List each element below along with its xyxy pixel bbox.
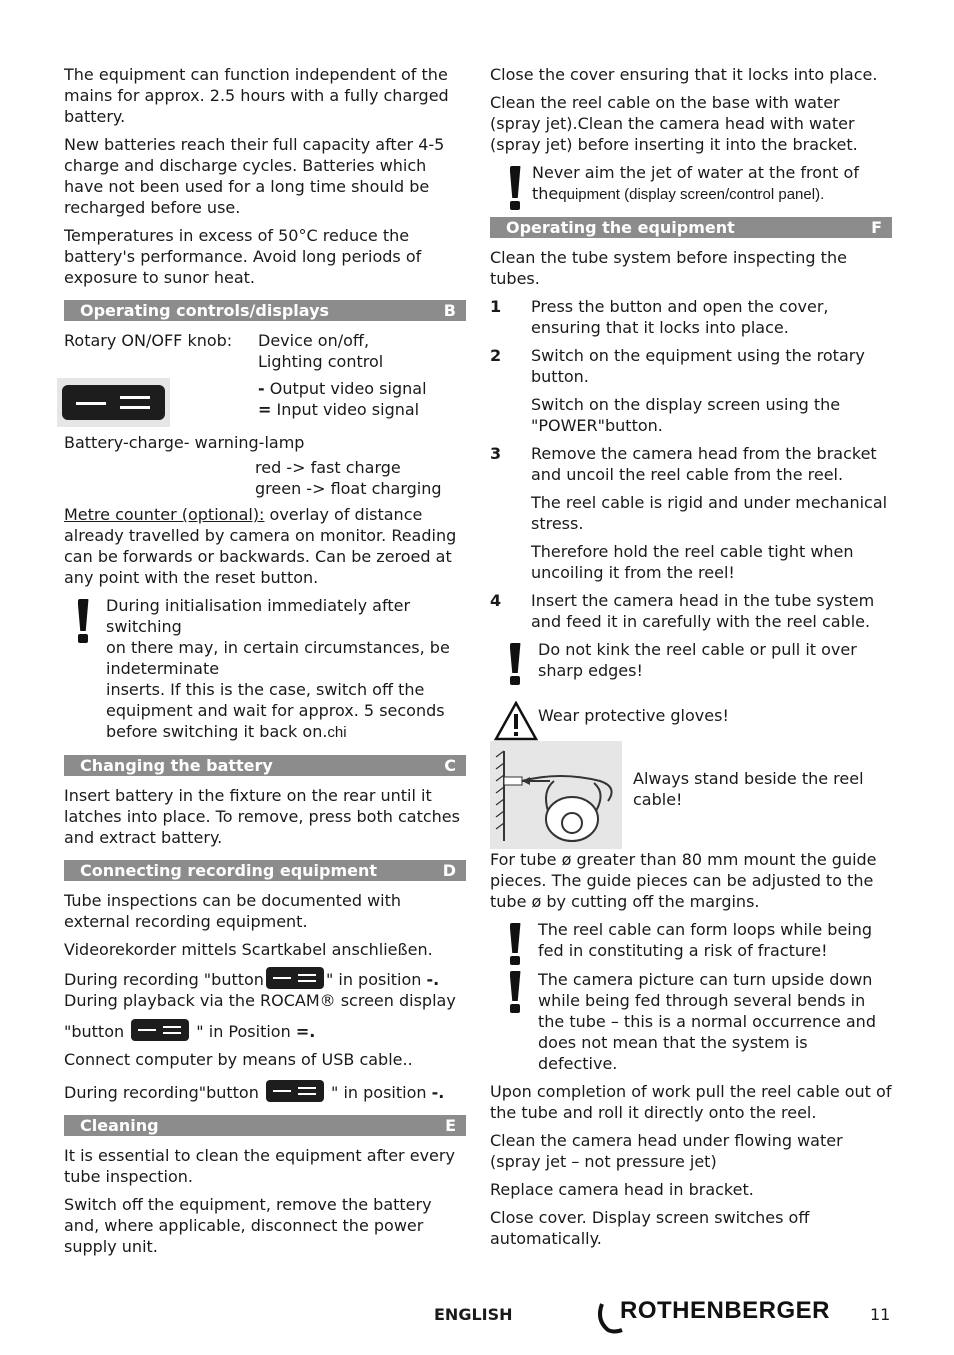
video-toggle-button-icon <box>57 378 170 427</box>
recording-text: " in position <box>325 970 427 989</box>
warning-text: inserts. If this is the case, switch off the equipment and wait for approx. 5 seconds before switching it back on. <box>106 680 445 741</box>
input-text: Input video signal <box>271 400 420 419</box>
lamp-states <box>64 457 466 499</box>
completion-paragraph: Close cover. Display screen switches off automatically. <box>490 1208 810 1248</box>
warning-text: During initialisation immediately after switching <box>106 596 411 636</box>
exclamation-icon <box>508 166 522 210</box>
step-number: 3 <box>490 444 502 463</box>
section-header-b <box>64 300 466 321</box>
recording-text: During recording "button <box>64 970 264 989</box>
warning-text: The reel cable can form loops while being fed in constituting a risk of fracture! <box>538 920 873 960</box>
warning-loops <box>490 919 892 961</box>
recording-text: During recording"button <box>64 1083 264 1102</box>
recording-text: " in Position <box>191 1022 296 1041</box>
warning-text: on there may, in certain circumstances, be indeterminate <box>106 638 450 678</box>
rotary-label: Rotary ON/OFF knob: <box>64 331 233 350</box>
lamp-green: green -> float charging <box>255 479 442 498</box>
section-header-c <box>64 755 466 776</box>
completion-paragraph: Replace camera head in bracket. <box>490 1180 754 1199</box>
step-item <box>490 590 892 632</box>
completion-paragraph: Clean the camera head under flowing water (spray jet – not pressure jet) <box>490 1131 843 1171</box>
video-button-row <box>64 378 466 427</box>
position-sign: =. <box>295 1022 316 1041</box>
stand-beside-notice <box>490 741 892 849</box>
recording-text: During playback via the ROCAM® screen display <box>64 991 456 1010</box>
rotary-description <box>258 330 383 372</box>
step-text: Insert the camera head in the tube system and feed it in carefully with the reel cable. <box>531 591 875 631</box>
step-note: Switch on the display screen using the "POWER"button. <box>531 395 841 435</box>
language-label: ENGLISH <box>434 1305 513 1324</box>
rotary-desc-line: Lighting control <box>258 352 384 371</box>
step-number: 4 <box>490 591 502 610</box>
right-column <box>490 64 892 1256</box>
cleaning-paragraph: It is essential to clean the equipment after every tube inspection. <box>64 1146 455 1186</box>
video-button-icon <box>266 1080 324 1102</box>
playback-button-line <box>64 1019 466 1042</box>
section-letter: E <box>445 1116 456 1135</box>
intro-paragraph: Temperatures in excess of 50°C reduce the battery's performance. Avoid long periods of exposure to sunor heat. <box>64 226 422 287</box>
step-number: 1 <box>490 297 502 316</box>
cleaning-paragraph: Switch off the equipment, remove the battery and, where applicable, disconnect the power supply unit. <box>64 1195 432 1256</box>
warning-text: the <box>532 184 559 203</box>
input-sign: = <box>258 400 272 419</box>
step-text: Press the button and open the cover, ensuring that it locks into place. <box>531 297 829 337</box>
recording-paragraph: Videorekorder mittels Scartkabel anschließen. <box>64 940 433 959</box>
warning-kink <box>490 639 892 681</box>
step-text: Remove the camera head from the bracket and uncoil the reel cable from the reel. <box>531 444 877 484</box>
warning-initialisation <box>64 595 466 743</box>
section-title: Changing the battery <box>80 756 273 775</box>
step-item <box>490 296 892 338</box>
clean-tube-paragraph: Clean the tube system before inspecting the tubes. <box>490 248 847 288</box>
warning-text: Never aim the jet of water at the front of <box>532 163 859 182</box>
warning-text: quipment (display screen/control panel). <box>558 186 825 203</box>
recording-button-line <box>64 1080 466 1103</box>
intro-paragraph: The equipment can function independent of the mains for approx. 2.5 hours with a fully charged battery. <box>64 65 449 126</box>
guide-paragraph: For tube ø greater than 80 mm mount the guide pieces. The guide pieces can be adjusted to the tube ø by cutting off the margins. <box>490 850 877 911</box>
warning-text: Do not kink the reel cable or pull it over sharp edges! <box>538 640 857 680</box>
step-note: The reel cable is rigid and under mechanical stress. <box>531 493 888 533</box>
section-title: Cleaning <box>80 1116 159 1135</box>
section-letter: F <box>871 218 882 237</box>
steps-list <box>490 296 892 632</box>
rotary-desc-line: Device on/off, <box>258 331 370 350</box>
video-button-icon <box>266 967 324 989</box>
section-title: Connecting recording equipment <box>80 861 378 880</box>
battery-paragraph: Insert battery in the fixture on the rear until it latches into place. To remove, press both catches and extract battery. <box>64 786 460 847</box>
section-letter: D <box>442 861 456 880</box>
exclamation-icon <box>508 923 522 965</box>
operator-illustration-icon <box>490 741 622 849</box>
recording-text: "button <box>64 1022 130 1041</box>
intro-paragraph: New batteries reach their full capacity after 4-5 charge and discharge cycles. Batteries which have not been used for a long time should be recharged before use. <box>64 135 445 217</box>
section-header-d <box>64 860 466 881</box>
step-number: 2 <box>490 346 502 365</box>
warning-water-jet <box>490 162 892 205</box>
left-column <box>64 64 466 1264</box>
metre-counter-text: overlay of distance already travelled by camera on monitor. Reading can be forwards or backwards. Can be zeroed at any point with the reset button. <box>64 505 457 587</box>
battery-lamp-label: Battery-charge- warning-lamp <box>64 433 305 452</box>
section-title: Operating controls/displays <box>80 301 330 320</box>
video-button-icon <box>131 1019 189 1041</box>
section-letter: B <box>443 301 456 320</box>
completion-paragraph: Upon completion of work pull the reel cable out of the tube and roll it directly onto the reel. <box>490 1082 892 1122</box>
metre-counter-paragraph <box>64 504 466 588</box>
output-sign: - <box>258 379 265 398</box>
warning-upside-down <box>490 969 892 1074</box>
step-text: Switch on the equipment using the rotary button. <box>531 346 865 386</box>
brand-logo-text: ROTHENBERGER <box>620 1297 831 1324</box>
recording-paragraph: Connect computer by means of USB cable.. <box>64 1050 413 1069</box>
video-signal-legend <box>258 378 427 427</box>
exclamation-icon <box>508 643 522 685</box>
metre-counter-label: Metre counter (optional): <box>64 505 265 524</box>
lamp-red: red -> fast charge <box>255 458 401 477</box>
warning-triangle-icon <box>494 701 538 741</box>
recording-paragraph: Tube inspections can be documented with external recording equipment. <box>64 891 402 931</box>
gloves-notice <box>490 705 892 741</box>
close-cover-paragraph: Close the cover ensuring that it locks into place. <box>490 65 878 84</box>
step-item <box>490 345 892 387</box>
rotary-knob-row <box>64 330 466 372</box>
stand-text: Always stand beside the reel cable! <box>633 769 864 809</box>
clean-reel-paragraph: Clean the reel cable on the base with water (spray jet).Clean the camera head with water (spray jet) before inserting it into the bracket. <box>490 93 858 154</box>
recording-button-line <box>64 967 466 1011</box>
exclamation-icon <box>508 971 522 1013</box>
section-letter: C <box>444 756 456 775</box>
section-header-e <box>64 1115 466 1136</box>
position-sign: -. <box>426 970 440 989</box>
gloves-text: Wear protective gloves! <box>538 706 729 725</box>
warning-text-tail: chi <box>327 724 347 741</box>
step-item <box>490 443 892 485</box>
video-button-figure <box>57 378 258 427</box>
page-footer <box>0 1297 954 1340</box>
output-text: Output video signal <box>264 379 427 398</box>
step-note: Therefore hold the reel cable tight when uncoiling it from the reel! <box>531 542 854 582</box>
page-number: 11 <box>870 1305 891 1324</box>
exclamation-icon <box>76 599 90 643</box>
position-sign: -. <box>431 1083 445 1102</box>
warning-text: The camera picture can turn upside down while being fed through several bends in the tube – this is a normal occurrence and does not mean that the system is defective. <box>538 970 876 1073</box>
section-header-f <box>490 217 892 238</box>
recording-text: " in position <box>325 1083 432 1102</box>
section-title: Operating the equipment <box>506 218 735 237</box>
